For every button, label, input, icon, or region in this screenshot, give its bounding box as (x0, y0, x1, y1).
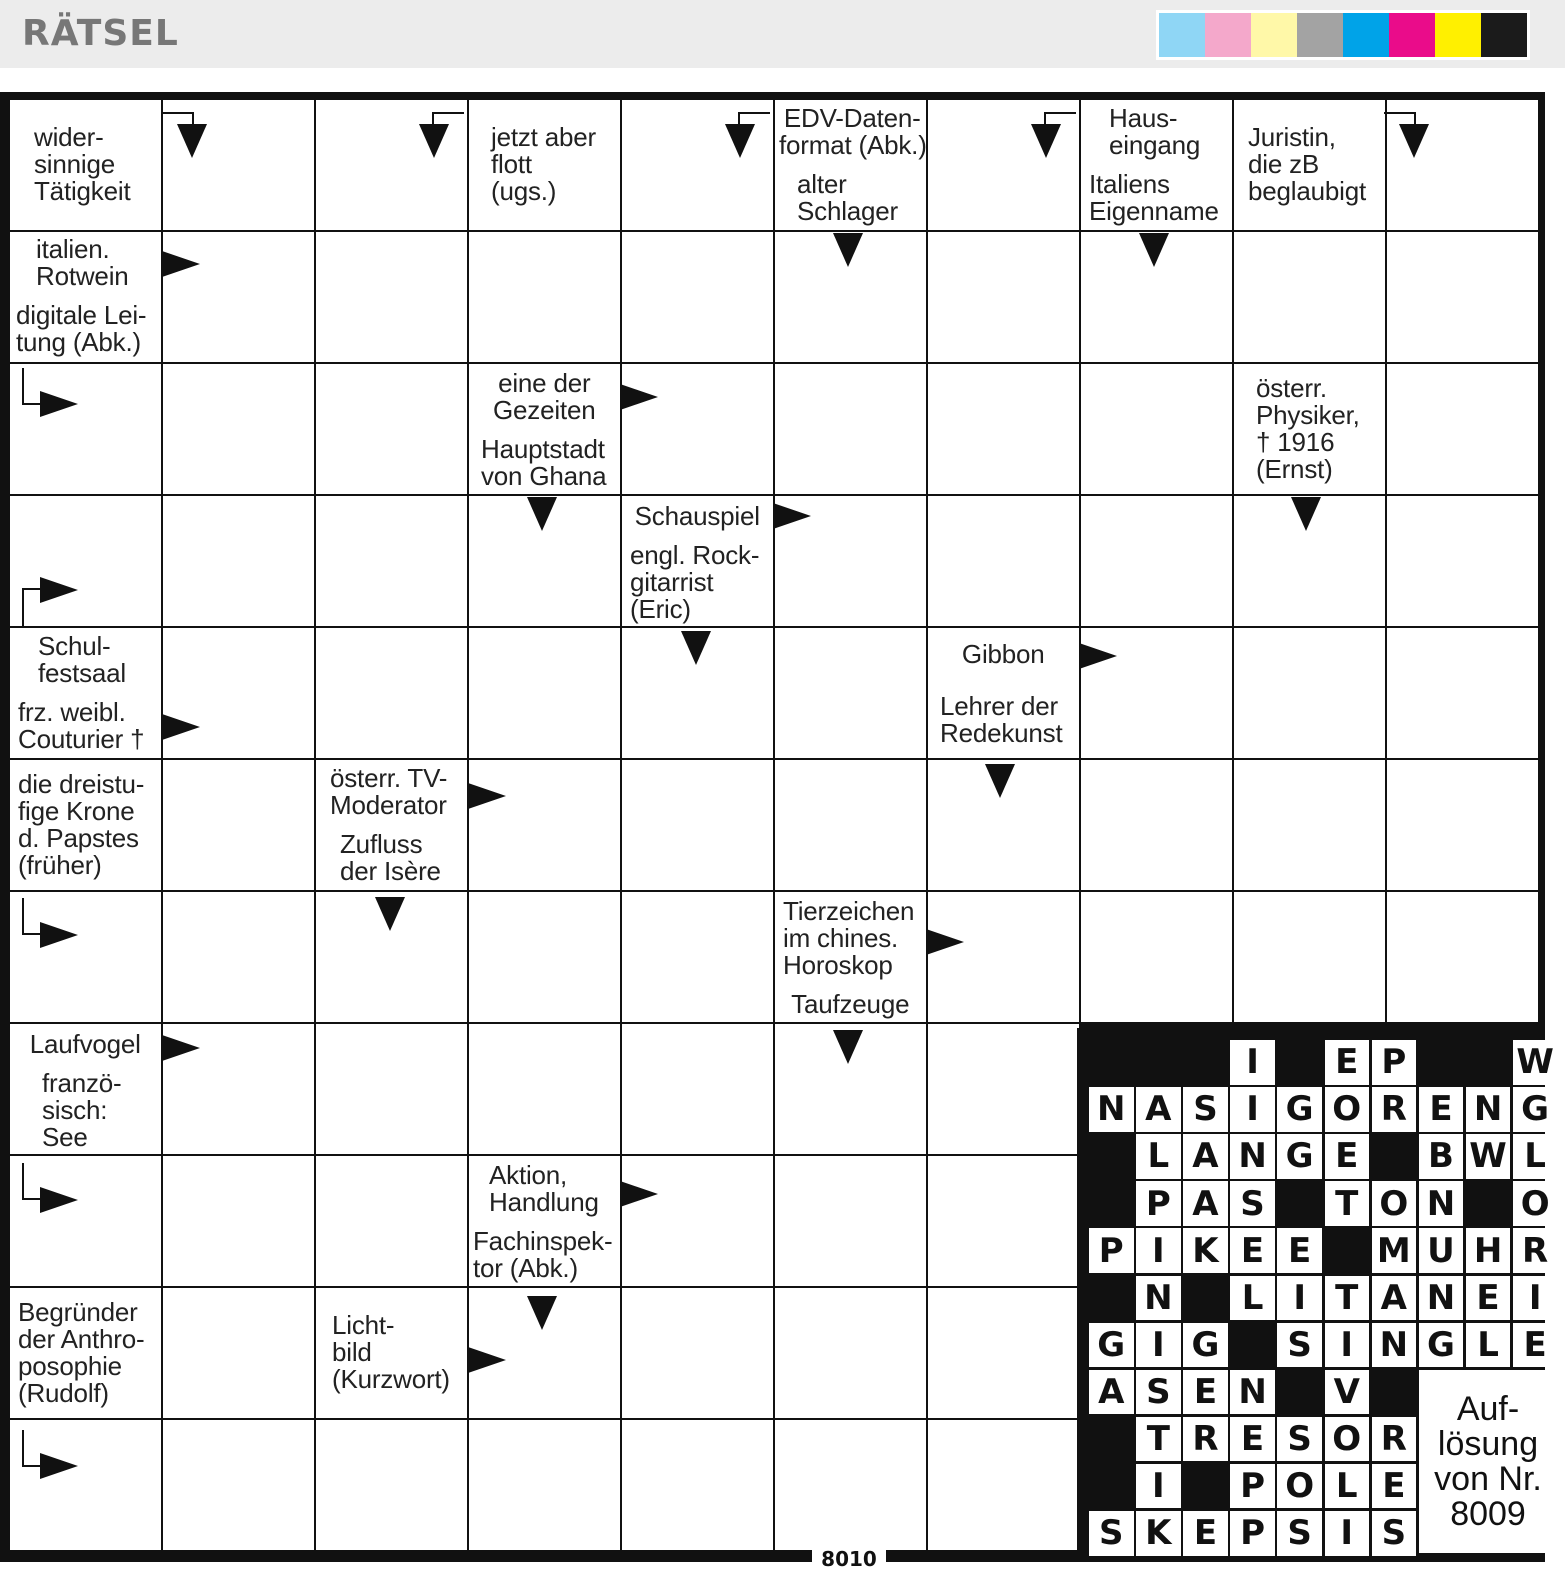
solution-letter: W (1466, 1134, 1511, 1179)
solution-letter: O (1277, 1464, 1322, 1509)
clue-box (10, 297, 161, 362)
answer-cell[interactable] (775, 1288, 926, 1418)
solution-letter: K (1136, 1511, 1181, 1556)
solution-letter: S (1277, 1511, 1322, 1556)
solution-letter: A (1183, 1134, 1228, 1179)
solution-letter: A (1183, 1181, 1228, 1226)
answer-cell[interactable] (1081, 760, 1232, 890)
clue-text: jetzt aber flott (ugs.) (491, 122, 596, 207)
solution-letter: E (1230, 1417, 1275, 1462)
solution-letter: N (1372, 1323, 1417, 1368)
color-calibration-bar (1156, 10, 1530, 60)
answer-cell[interactable] (1234, 892, 1385, 1022)
answer-cell[interactable] (928, 1288, 1079, 1418)
clue-box (10, 695, 161, 758)
arrow-right-icon (620, 1181, 658, 1207)
answer-cell[interactable] (622, 760, 773, 890)
clue-text: Zufluss der Isère (340, 829, 441, 886)
answer-cell[interactable] (163, 1420, 314, 1550)
solution-letter: U (1419, 1228, 1464, 1273)
clue-text: wider- sinnige Tätigkeit (34, 122, 131, 207)
arrow-down-icon (1399, 124, 1429, 158)
answer-cell[interactable] (1387, 232, 1538, 362)
solution-letter: E (1325, 1134, 1370, 1179)
solution-letter: N (1136, 1276, 1181, 1321)
clue-box (775, 100, 926, 164)
solution-letter: P (1136, 1181, 1181, 1226)
solution-letter: L (1513, 1134, 1558, 1179)
clue-text: eine der Gezeiten (493, 368, 596, 425)
solution-letter: N (1230, 1370, 1275, 1415)
clue-box (316, 760, 467, 824)
answer-cell[interactable] (775, 760, 926, 890)
arrow-down-icon (681, 631, 711, 665)
arrow-down-icon (527, 497, 557, 531)
arrow-right-icon (40, 1453, 78, 1479)
arrow-right-icon (468, 783, 506, 809)
color-swatch (1159, 13, 1205, 57)
answer-cell[interactable] (163, 1156, 314, 1286)
color-swatch (1389, 13, 1435, 57)
answer-cell[interactable] (622, 1420, 773, 1550)
page-title: RÄTSEL (22, 13, 179, 54)
solution-letter: I (1230, 1087, 1275, 1132)
clue-box (928, 683, 1079, 758)
answer-cell[interactable] (928, 496, 1079, 626)
answer-cell[interactable] (928, 892, 1079, 1022)
solution-letter: G (1183, 1323, 1228, 1368)
color-swatch (1343, 13, 1389, 57)
answer-cell[interactable] (775, 1420, 926, 1550)
clue-text: Aktion, Handlung (489, 1160, 599, 1217)
arrow-down-icon (725, 124, 755, 158)
clue-box (10, 1288, 161, 1418)
clue-text: Taufzeuge (791, 988, 910, 1019)
solution-letter: E (1183, 1370, 1228, 1415)
answer-cell[interactable] (163, 364, 314, 494)
solution-letter: G (1277, 1134, 1322, 1179)
arrow-right-icon (162, 1035, 200, 1061)
solution-letter: A (1372, 1276, 1417, 1321)
solution-letter: E (1513, 1323, 1558, 1368)
arrow-right-icon (162, 251, 200, 277)
arrow-down-icon (833, 1030, 863, 1064)
answer-cell[interactable] (1081, 496, 1232, 626)
clue-text: Hauptstadt von Ghana (481, 434, 607, 491)
answer-cell[interactable] (469, 1420, 620, 1550)
arrow-right-icon (773, 503, 811, 529)
solution-letter: O (1372, 1181, 1417, 1226)
answer-cell[interactable] (1387, 496, 1538, 626)
solution-letter: O (1325, 1087, 1370, 1132)
solution-letter: E (1325, 1040, 1370, 1085)
solution-letter: N (1230, 1134, 1275, 1179)
clue-text: Gibbon (961, 638, 1045, 669)
answer-cell[interactable] (316, 232, 467, 362)
arrow-right-icon (40, 577, 78, 603)
solution-letter: E (1230, 1228, 1275, 1273)
solution-letter: W (1513, 1040, 1558, 1085)
solution-letter: V (1325, 1370, 1370, 1415)
arrow-down-icon (1291, 497, 1321, 531)
solution-letter: O (1325, 1417, 1370, 1462)
answer-cell[interactable] (775, 628, 926, 758)
clue-text: Haus- eingang (1109, 103, 1201, 160)
solution-letter: R (1513, 1228, 1558, 1273)
solution-letter: N (1466, 1087, 1511, 1132)
header-bar (0, 0, 1565, 68)
clue-text: Licht- bild (Kurzwort) (332, 1310, 450, 1395)
color-swatch (1435, 13, 1481, 57)
answer-cell[interactable] (316, 364, 467, 494)
answer-cell[interactable] (163, 496, 314, 626)
clue-text: Laufvogel (29, 1028, 141, 1059)
arrow-hook-line (22, 588, 40, 628)
solution-letter: G (1089, 1323, 1134, 1368)
color-swatch (1481, 13, 1527, 57)
solution-letter: P (1372, 1040, 1417, 1085)
arrow-right-icon (40, 1187, 78, 1213)
clue-text: österr. Physiker, † 1916 (Ernst) (1256, 372, 1360, 484)
clue-text: österr. TV- Moderator (330, 763, 448, 820)
solution-letter: I (1136, 1228, 1181, 1273)
answer-cell[interactable] (469, 232, 620, 362)
clue-text: Schauspiel (634, 500, 760, 531)
clue-box (469, 1225, 620, 1286)
answer-cell[interactable] (928, 1420, 1079, 1550)
arrow-right-icon (40, 922, 78, 948)
solution-letter: S (1277, 1323, 1322, 1368)
answer-cell[interactable] (1081, 892, 1232, 1022)
solution-letter: S (1136, 1370, 1181, 1415)
solution-letter: L (1466, 1323, 1511, 1368)
solution-letter: I (1136, 1464, 1181, 1509)
arrow-hook-line (22, 898, 40, 935)
clue-text: engl. Rock- gitarrist (Eric) (630, 539, 760, 624)
arrow-down-icon (985, 764, 1015, 798)
arrow-right-icon (620, 384, 658, 410)
answer-cell[interactable] (163, 760, 314, 890)
answer-cell[interactable] (1387, 760, 1538, 890)
solution-letter: I (1230, 1040, 1275, 1085)
clue-text: die dreistu- fige Krone d. Papstes (früher) (18, 768, 145, 880)
clue-text: EDV-Daten- format (Abk.) (779, 103, 927, 160)
solution-letter: T (1325, 1181, 1370, 1226)
answer-cell[interactable] (622, 892, 773, 1022)
solution-letter: I (1325, 1323, 1370, 1368)
clue-box (10, 1067, 161, 1154)
clue-box (10, 1024, 161, 1064)
clue-box (316, 827, 467, 890)
answer-cell[interactable] (469, 628, 620, 758)
solution-letter: E (1183, 1511, 1228, 1556)
clue-box (10, 232, 161, 294)
solution-letter: H (1466, 1228, 1511, 1273)
clue-box (1234, 100, 1385, 230)
arrow-right-icon (40, 391, 78, 417)
answer-cell[interactable] (163, 892, 314, 1022)
solution-letter: R (1183, 1417, 1228, 1462)
solution-letter: T (1325, 1276, 1370, 1321)
solution-letter: O (1513, 1181, 1558, 1226)
solution-caption: Auf- lösung von Nr. 8009 (1419, 1370, 1558, 1554)
arrow-right-icon (468, 1347, 506, 1373)
answer-cell[interactable] (622, 1288, 773, 1418)
clue-box (622, 496, 773, 536)
answer-cell[interactable] (1234, 628, 1385, 758)
solution-letter: I (1277, 1276, 1322, 1321)
arrow-right-icon (1079, 643, 1117, 669)
solution-letter: E (1466, 1276, 1511, 1321)
clue-text: Italiens Eigenname (1089, 169, 1219, 226)
solution-letter: G (1513, 1087, 1558, 1132)
clue-text: Begründer der Anthro- posophie (Rudolf) (18, 1296, 145, 1408)
arrow-down-icon (375, 897, 405, 931)
solution-letter: L (1230, 1276, 1275, 1321)
color-swatch (1297, 13, 1343, 57)
clue-text: Juristin, die zB beglaubigt (1248, 122, 1366, 207)
solution-letter: E (1372, 1464, 1417, 1509)
answer-cell[interactable] (316, 1420, 467, 1550)
solution-panel (1077, 1028, 1554, 1562)
clue-box (469, 364, 620, 430)
solution-letter: L (1325, 1464, 1370, 1509)
arrow-hook-line (22, 1430, 40, 1467)
answer-cell[interactable] (775, 364, 926, 494)
answer-cell[interactable] (1234, 232, 1385, 362)
clue-text: alter Schlager (797, 169, 899, 226)
solution-letter: S (1277, 1417, 1322, 1462)
arrow-right-icon (926, 929, 964, 955)
answer-cell[interactable] (316, 1156, 467, 1286)
arrow-down-icon (833, 233, 863, 267)
answer-cell[interactable] (469, 760, 620, 890)
solution-letter: N (1089, 1087, 1134, 1132)
answer-cell[interactable] (1387, 364, 1538, 494)
solution-letter: R (1372, 1087, 1417, 1132)
answer-cell[interactable] (1234, 760, 1385, 890)
clue-box (316, 1288, 467, 1418)
clue-box (622, 539, 773, 626)
puzzle-number: 8010 (812, 1546, 886, 1572)
color-swatch (1205, 13, 1251, 57)
arrow-down-icon (1031, 124, 1061, 158)
clue-box (775, 987, 926, 1022)
solution-letter: E (1277, 1228, 1322, 1273)
solution-letter: P (1230, 1464, 1275, 1509)
color-swatch (1251, 13, 1297, 57)
answer-cell[interactable] (316, 496, 467, 626)
solution-letter: B (1419, 1134, 1464, 1179)
solution-letter: L (1136, 1134, 1181, 1179)
solution-letter: N (1419, 1181, 1464, 1226)
clue-box (775, 167, 926, 230)
answer-cell[interactable] (928, 1156, 1079, 1286)
clue-box (1081, 167, 1232, 230)
clue-box (10, 100, 161, 230)
clue-text: italien. Rotwein (36, 234, 129, 291)
solution-letter: K (1183, 1228, 1228, 1273)
clue-box (10, 628, 161, 692)
clue-box (1234, 364, 1385, 494)
clue-box (775, 892, 926, 984)
clue-text: Tierzeichen im chines. Horoskop (783, 895, 915, 980)
clue-text: franzö- sisch: See (42, 1067, 122, 1152)
solution-letter: N (1419, 1276, 1464, 1321)
solution-letter: E (1419, 1087, 1464, 1132)
solution-letter: I (1325, 1511, 1370, 1556)
clue-box (1081, 100, 1232, 164)
answer-cell[interactable] (316, 1024, 467, 1154)
arrow-down-icon (177, 124, 207, 158)
answer-cell[interactable] (163, 1288, 314, 1418)
clue-box (10, 760, 161, 890)
answer-cell[interactable] (928, 364, 1079, 494)
clue-box (469, 1156, 620, 1222)
solution-letter: I (1513, 1276, 1558, 1321)
answer-cell[interactable] (622, 1024, 773, 1154)
arrow-hook-line (22, 1163, 40, 1200)
clue-box (928, 628, 1079, 680)
solution-letter: T (1136, 1417, 1181, 1462)
answer-cell[interactable] (1387, 628, 1538, 758)
clue-text: digitale Lei- tung (Abk.) (16, 300, 147, 357)
arrow-down-icon (527, 1296, 557, 1330)
arrow-down-icon (1139, 233, 1169, 267)
solution-letter: R (1372, 1417, 1417, 1462)
solution-letter: S (1183, 1087, 1228, 1132)
clue-text: frz. weibl. Couturier † (18, 697, 145, 754)
clue-text: Fachinspek- tor (Abk.) (473, 1226, 613, 1283)
answer-cell[interactable] (775, 1156, 926, 1286)
answer-cell[interactable] (622, 232, 773, 362)
answer-cell[interactable] (1387, 892, 1538, 1022)
answer-cell[interactable] (1081, 364, 1232, 494)
answer-cell[interactable] (469, 1024, 620, 1154)
solution-letter: M (1372, 1228, 1417, 1273)
answer-cell[interactable] (928, 232, 1079, 362)
solution-letter: A (1089, 1370, 1134, 1415)
solution-letter: G (1419, 1323, 1464, 1368)
clue-text: Lehrer der Redekunst (940, 691, 1063, 748)
solution-letter: G (1277, 1087, 1322, 1132)
answer-cell[interactable] (928, 1024, 1079, 1154)
solution-letter: P (1230, 1511, 1275, 1556)
arrow-right-icon (162, 714, 200, 740)
solution-letter: S (1089, 1511, 1134, 1556)
arrow-hook-line (22, 368, 40, 405)
clue-text: Schul- festsaal (38, 631, 127, 688)
clue-box (469, 100, 620, 230)
solution-letter: P (1089, 1228, 1134, 1273)
solution-letter: S (1372, 1511, 1417, 1556)
answer-cell[interactable] (622, 1156, 773, 1286)
answer-cell[interactable] (469, 892, 620, 1022)
answer-cell[interactable] (316, 628, 467, 758)
solution-letter: I (1136, 1323, 1181, 1368)
arrow-down-icon (419, 124, 449, 158)
solution-letter: A (1136, 1087, 1181, 1132)
solution-letter: S (1230, 1181, 1275, 1226)
clue-box (469, 433, 620, 494)
